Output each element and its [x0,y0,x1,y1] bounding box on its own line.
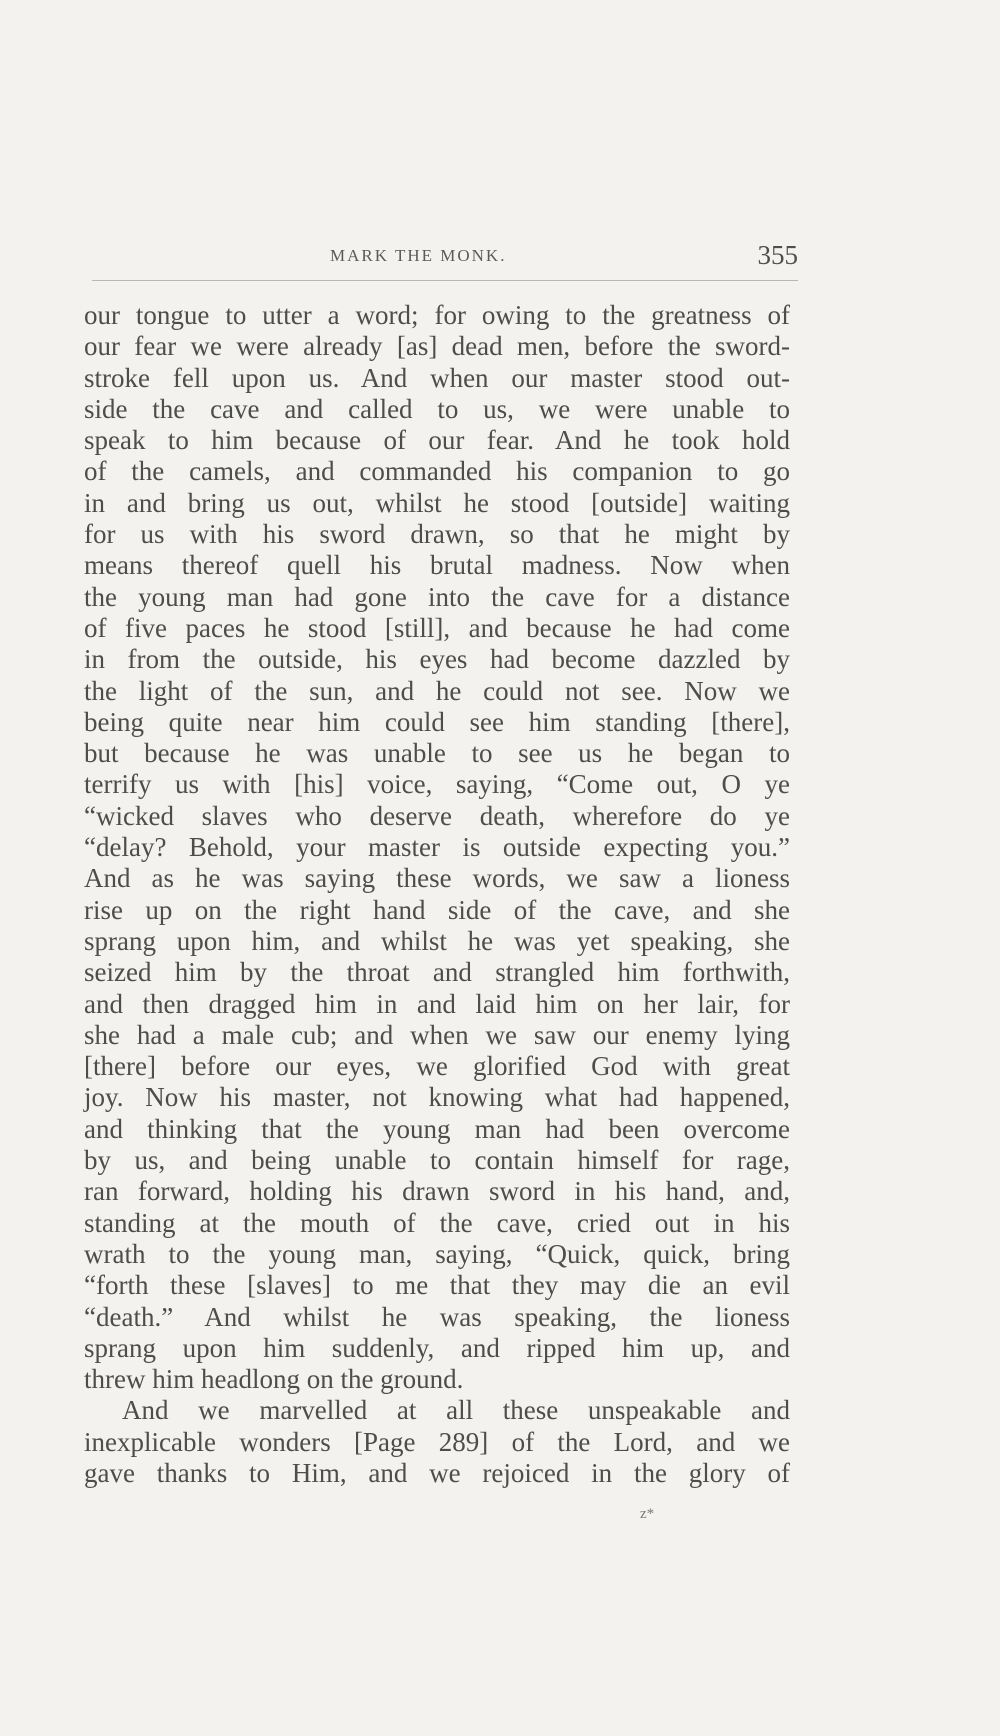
text-line: terrify us with [his] voice, saying, “Come out, O ye [84,769,790,800]
text-line: and thinking that the young man had been overcome [84,1113,790,1144]
text-line: “forth these [slaves] to me that they may die an evil [84,1270,790,1301]
text-line: she had a male cub; and when we saw our enemy lying [84,1019,790,1050]
header-rule [92,280,798,281]
text-line: rise up on the right hand side of the cave, and she [84,894,790,925]
text-line: but because he was unable to see us he began to [84,738,790,769]
text-line: stroke fell upon us. And when our master stood out- [84,362,790,393]
text-line: means thereof quell his brutal madness. Now when [84,550,790,581]
text-line: sprang upon him, and whilst he was yet speaking, she [84,925,790,956]
text-line: of five paces he stood [still], and because he had come [84,612,790,643]
text-line: “death.” And whilst he was speaking, the lioness [84,1301,790,1332]
text-line: the light of the sun, and he could not see. Now we [84,675,790,706]
running-title: MARK THE MONK. [330,246,507,265]
paragraph-2 [84,1395,790,1489]
body-text [84,300,790,1489]
text-line: threw him headlong on the ground. [84,1364,464,1395]
text-line: joy. Now his master, not knowing what had happened, [84,1082,790,1113]
text-line: our tongue to utter a word; for owing to the greatness of [84,300,790,330]
text-line: [there] before our eyes, we glorified God with great [84,1051,790,1082]
page-number: 355 [757,240,798,270]
text-line: side the cave and called to us, we were unable to [84,393,790,424]
paragraph-1 [84,300,790,1395]
text-line: and then dragged him in and laid him on her lair, for [84,988,790,1019]
text-line: our fear we were already [as] dead men, before the sword- [84,331,790,362]
text-line: seized him by the throat and strangled him forthwith, [84,957,790,988]
signature-mark: z* [640,1506,655,1522]
text-line: in from the outside, his eyes had become dazzled by [84,644,790,675]
text-line: And we marvelled at all these unspeakable and [122,1395,790,1426]
text-line: wrath to the young man, saying, “Quick, quick, bring [84,1238,790,1269]
text-line: “wicked slaves who deserve death, wherefore do ye [84,800,790,831]
text-line: of the camels, and commanded his companion to go [84,456,790,487]
running-head [92,236,798,284]
text-line: “delay? Behold, your master is outside expecting you.” [84,832,790,863]
text-line: sprang upon him suddenly, and ripped him up, and [84,1332,790,1363]
text-line: by us, and being unable to contain himself for rage, [84,1145,790,1176]
text-line: inexplicable wonders [Page 289] of the Lord, and we [84,1426,790,1457]
text-line: the young man had gone into the cave for a distance [84,581,790,612]
text-line: gave thanks to Him, and we rejoiced in the glory of [84,1457,790,1488]
text-line: And as he was saying these words, we saw a lioness [84,863,790,894]
text-line: ran forward, holding his drawn sword in his hand, and, [84,1176,790,1207]
text-line: in and bring us out, whilst he stood [outside] waiting [84,487,790,518]
text-line: being quite near him could see him standing [there], [84,706,790,737]
text-line: speak to him because of our fear. And he took hold [84,425,790,456]
text-line: for us with his sword drawn, so that he might by [84,519,790,550]
text-line: standing at the mouth of the cave, cried out in his [84,1207,790,1238]
